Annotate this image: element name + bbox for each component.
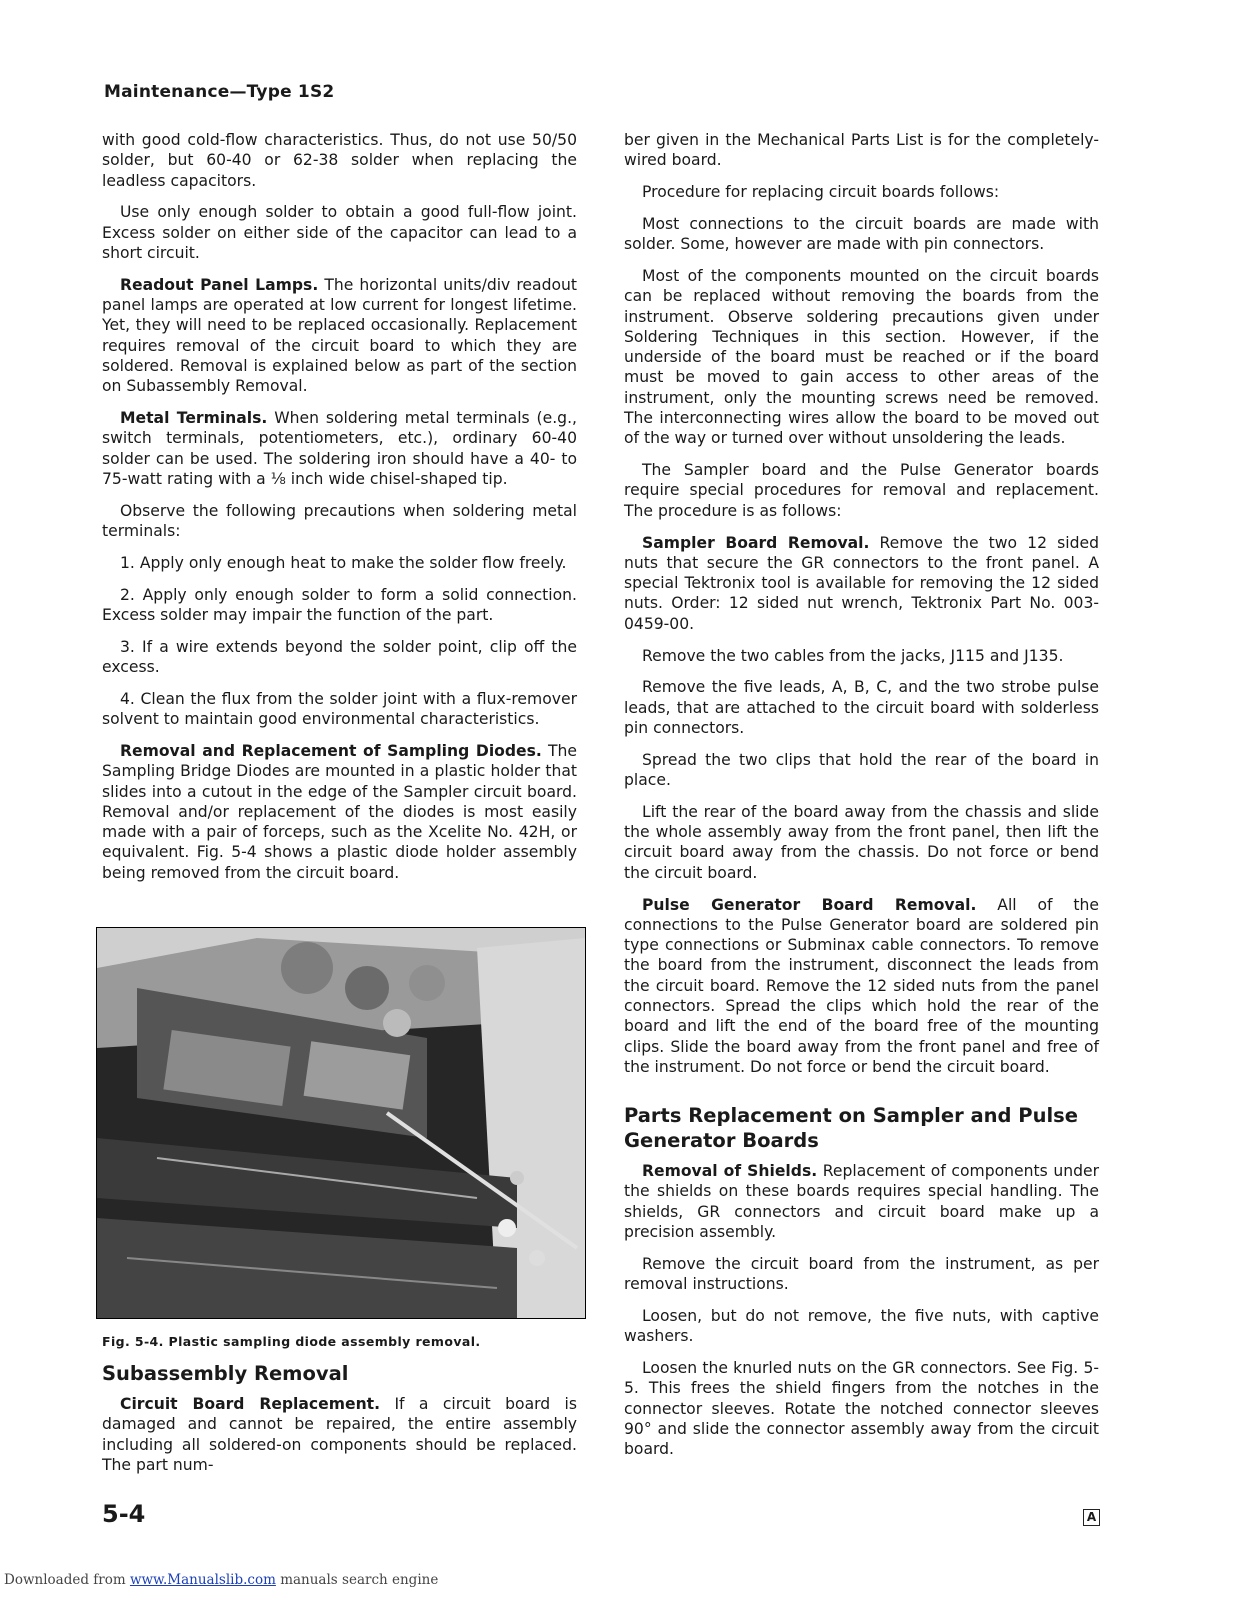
run-in-heading: Circuit Board Replacement. <box>120 1395 381 1413</box>
revision-mark: A <box>1083 1509 1100 1526</box>
paragraph: Observe the following precautions when soldering metal terminals: <box>102 501 577 541</box>
paragraph-text: All of the connections to the Pulse Generator board are soldered pin type connections or Subminax cable connectors. To remove the board from the instrument, disconnect the leads from the circuit board. Remove the 12 sided nuts from the panel connectors. Spread the clips which hold the rear of the board and lift the end of the board free of the mounting clips. Slide the board away from the front panel and free of the instrument. Do not force or bend the circuit board. <box>624 895 1100 1076</box>
chassis-photo-illustration <box>97 928 585 1318</box>
run-in-heading: Metal Terminals. <box>120 409 268 428</box>
list-item: 1. Apply only enough heat to make the solder flow freely. <box>120 553 567 572</box>
paragraph: Remove the two cables from the jacks, J115 and J135. <box>642 646 1064 665</box>
paragraph: ber given in the Mechanical Parts List is for the completely-wired board. <box>624 131 1099 170</box>
page-header: Maintenance—Type 1S2 <box>104 82 335 102</box>
paragraph <box>624 533 1099 634</box>
paragraph <box>102 1394 577 1475</box>
paragraph-text: When soldering metal terminals (e.g., switch terminals, potentiometers, etc.), ordinary 60-40 solder can be used. The soldering iron should have a 40- to 75-watt rating with a ⅛ inch wide chisel-shaped tip. <box>102 409 577 488</box>
run-in-heading: Readout Panel Lamps. <box>120 275 319 294</box>
paragraph: The Sampler board and the Pulse Generator boards require special procedures for removal and replacement. The procedure is as follows: <box>624 461 1099 520</box>
figure-caption: Fig. 5-4. Plastic sampling diode assembly removal. <box>102 1334 481 1349</box>
left-column <box>102 130 577 895</box>
run-in-heading: Removal of Shields. <box>642 1162 818 1181</box>
footer-suffix: manuals search engine <box>275 1572 439 1588</box>
paragraph <box>624 895 1099 1078</box>
run-in-heading: Removal and Replacement of Sampling Diodes. <box>120 741 542 760</box>
paragraph-text: If a circuit board is damaged and cannot be repaired, the entire assembly including all soldered-on components should be replaced. The part num- <box>102 1395 577 1474</box>
paragraph: Loosen the knurled nuts on the GR connectors. See Fig. 5-5. This frees the shield fingers from the notches in the connector sleeves. Rotate the notched connector sleeves 90° and slide the connector assembly away from the circuit board. <box>624 1359 1099 1459</box>
list-item: 3. If a wire extends beyond the solder point, clip off the excess. <box>102 637 577 677</box>
page-number: 5-4 <box>102 1500 146 1528</box>
section-heading: Subassembly Removal <box>102 1362 349 1385</box>
run-in-heading: Sampler Board Removal. <box>642 533 870 552</box>
list-item: 2. Apply only enough solder to form a solid connection. Excess solder may impair the function of the part. <box>102 585 577 624</box>
paragraph: Remove the five leads, A, B, C, and the two strobe pulse leads, that are attached to the circuit board with solderless pin connectors. <box>624 678 1099 737</box>
download-footer <box>4 1572 438 1588</box>
paragraph: with good cold-flow characteristics. Thus, do not use 50/50 solder, but 60-40 or 62-38 solder when replacing the leadless capacitors. <box>102 131 577 190</box>
paragraph: Lift the rear of the board away from the chassis and slide the whole assembly away from the front panel, then lift the circuit board away from the chassis. Do not force or bend the circuit board. <box>624 802 1099 882</box>
paragraph <box>102 741 577 883</box>
paragraph: Remove the circuit board from the instrument, as per removal instructions. <box>624 1254 1099 1294</box>
subassembly-section <box>102 1361 577 1475</box>
run-in-heading: Pulse Generator Board Removal. <box>642 895 977 914</box>
paragraph: Spread the two clips that hold the rear of the board in place. <box>624 750 1099 790</box>
paragraph: Use only enough solder to obtain a good full-flow joint. Excess solder on either side of the capacitor can lead to a short circuit. <box>102 203 577 262</box>
paragraph: Most of the components mounted on the circuit boards can be replaced without removing the boards from the instrument. Observe soldering precautions given under Soldering Techniques in this section. However, if the underside of the board must be reached or if the board must be moved to gain access to other areas of the instrument, only the mounting screws need be removed. The interconnecting wires allow the board to be moved out of the way or turned over without unsoldering the leads. <box>624 266 1099 448</box>
list-item: 4. Clean the flux from the solder joint with a flux-remover solvent to maintain good environmental characteristics. <box>102 689 577 729</box>
right-column <box>624 130 1099 1471</box>
figure-photo <box>96 927 586 1319</box>
paragraph <box>624 1161 1099 1242</box>
footer-prefix: Downloaded from <box>4 1572 130 1588</box>
paragraph <box>102 408 577 489</box>
manualslib-link[interactable]: www.Manualslib.com <box>129 1572 276 1588</box>
paragraph-text: Remove the two 12 sided nuts that secure the GR connectors to the front panel. A special Tektronix tool is available for removing the 12 sided nuts. Order: 12 sided nut wrench, Tektronix Part No. 003-0459-00. <box>624 533 1099 633</box>
paragraph: Most connections to the circuit boards are made with solder. Some, however are made with pin connectors. <box>624 214 1099 254</box>
paragraph-text: The horizontal units/div readout panel lamps are operated at low current for longest lifetime. Yet, they will need to be replaced occasionally. Replacement requires removal of the circuit board to which they are soldered. Removal is explained below as part of the section on Subassembly Removal. <box>102 275 577 396</box>
paragraph <box>102 275 577 397</box>
paragraph: Loosen, but do not remove, the five nuts, with captive washers. <box>624 1306 1099 1346</box>
section-heading: Parts Replacement on Sampler and Pulse Generator Boards <box>624 1104 1078 1153</box>
paragraph-text: The Sampling Bridge Diodes are mounted in a plastic holder that slides into a cutout in the edge of the Sampler circuit board. Removal and/or replacement of the diodes is most easily made with a pair of forceps, such as the Xcelite No. 42H, or equivalent. Fig. 5-4 shows a plastic diode holder assembly being removed from the circuit board. <box>102 741 577 882</box>
paragraph: Procedure for replacing circuit boards follows: <box>642 183 1000 202</box>
paragraph-text: Replacement of components under the shields on these boards requires special handling. The shields, GR connectors and circuit board make up a precision assembly. <box>624 1162 1099 1242</box>
